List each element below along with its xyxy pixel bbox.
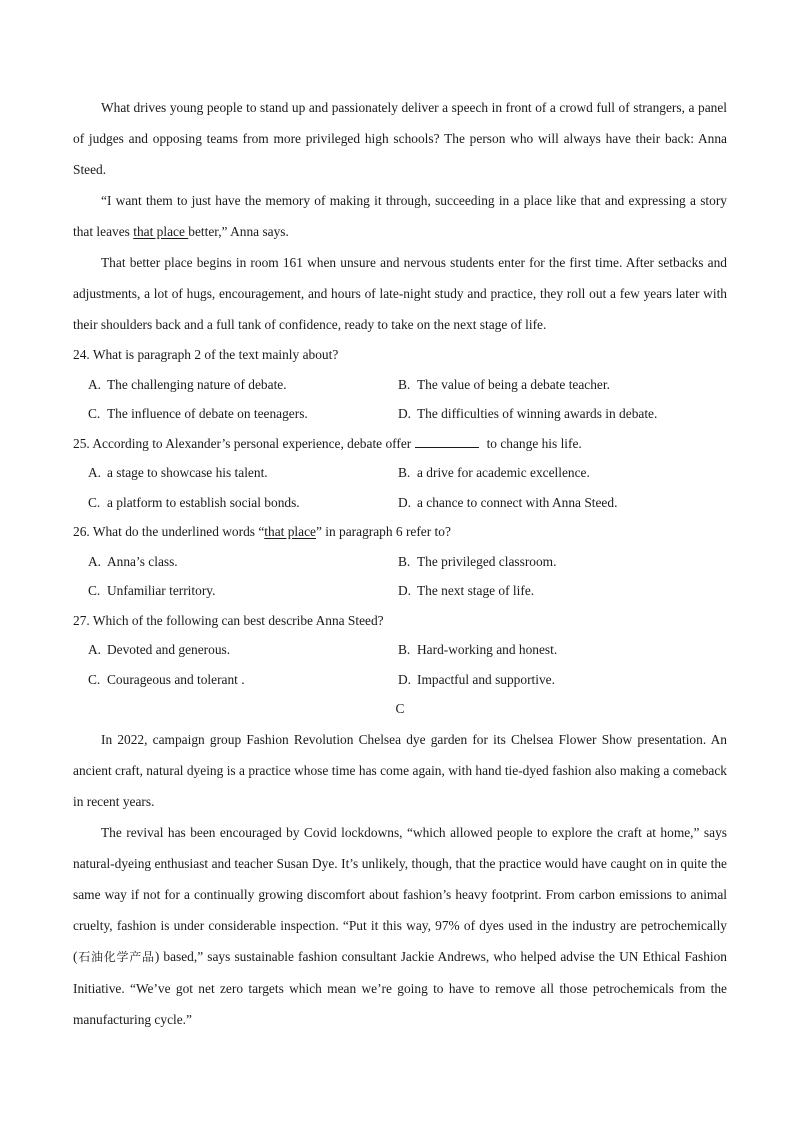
question-27-option-a[interactable] — [73, 635, 383, 665]
question-26-options-row-1 — [73, 547, 727, 577]
exam-page — [73, 92, 727, 1035]
option-text: Hard-working and honest. — [417, 642, 558, 657]
option-text: The influence of debate on teenagers. — [107, 406, 308, 421]
option-letter: D. — [398, 583, 412, 598]
option-text: The privileged classroom. — [417, 553, 557, 569]
option-letter: C. — [88, 583, 101, 598]
question-27-options-row-1 — [73, 635, 727, 665]
question-24-stem: 24. What is paragraph 2 of the text mainly about? — [73, 347, 339, 362]
question-26-stem-end: ” in paragraph 6 refer to? — [315, 524, 451, 539]
question-24-option-b[interactable] — [383, 370, 727, 400]
option-text: Courageous and tolerant . — [107, 671, 245, 687]
question-25-option-a[interactable] — [73, 458, 383, 488]
option-text: a platform to establish social bonds. — [107, 494, 300, 510]
option-letter: B. — [398, 553, 411, 569]
option-text: Anna’s class. — [107, 553, 178, 569]
passage-b-paragraph-2 — [73, 185, 727, 247]
option-letter: D. — [398, 494, 412, 510]
section-c-heading: C — [395, 701, 405, 716]
paragraph-2-text-start: “I want them to just have the memory of making it through, succeeding in a place like that and expressing a story that leaves — [73, 193, 727, 239]
question-25-stem-end: to change his life. — [483, 435, 582, 451]
question-26-option-a[interactable] — [73, 547, 383, 577]
question-25-stem-start: 25. According to Alexander’s personal experience, debate offer — [73, 435, 412, 451]
option-text: a stage to showcase his talent. — [107, 465, 268, 480]
option-letter: A. — [88, 553, 102, 569]
paragraph-2-text-end: better,” Anna says. — [188, 224, 289, 239]
question-24-options-row-1 — [73, 370, 727, 400]
option-text: Impactful and supportive. — [417, 671, 555, 687]
passage-b-paragraph-1: What drives young people to stand up and passionately deliver a speech in front of a crowd full of strangers, a panel of judges and opposing teams from more privileged high schools? The person who will always have their back: Anna Steed. — [73, 100, 727, 177]
section-c-paragraph-2-end: ) based,” says sustainable fashion consultant Jackie Andrews, who helped advise the UN Ethical Fashion Initiative. “We’ve got net zero targets which mean we’re going to have to remove all those petrochemicals from the manufacturing cycle.” — [73, 948, 727, 1027]
question-27-option-d[interactable] — [383, 665, 727, 695]
question-25-option-b[interactable] — [383, 458, 727, 488]
option-letter: A. — [88, 465, 102, 480]
option-letter: A. — [88, 642, 102, 657]
question-26-options-row-2 — [73, 576, 727, 606]
option-text: The difficulties of winning awards in debate. — [417, 406, 658, 421]
question-24-option-d[interactable] — [383, 399, 727, 429]
option-text: a chance to connect with Anna Steed. — [417, 494, 618, 510]
question-25-options-row-2 — [73, 488, 727, 518]
question-26-option-c[interactable] — [73, 576, 383, 606]
option-text: Devoted and generous. — [107, 642, 231, 657]
option-letter: D. — [398, 406, 412, 421]
option-text: The next stage of life. — [417, 583, 535, 598]
section-c-paragraph-2-start: The revival has been encouraged by Covid lockdowns, “which allowed people to explore the craft at home,” says natural-dyeing enthusiast and teacher Susan Dye. It’s unlikely, though, that the practice would have caught on in quite the same way if not for a continually growing discomfort about fashion’s heavy footprint. From carbon emissions to animal cruelty, fashion is under considerable inspection. “Put it this way, 97% of dyes used in the industry are petrochemically ( — [73, 824, 727, 964]
question-24-option-a[interactable] — [73, 370, 383, 400]
option-letter: C. — [88, 406, 101, 421]
question-26-stem — [73, 517, 727, 547]
question-25-option-d[interactable] — [383, 488, 727, 518]
section-c-paragraph-1: In 2022, campaign group Fashion Revolution Chelsea dye garden for its Chelsea Flower Show presentation. An ancient craft, natural dyeing is a practice whose time has come again, with hand tie-dyed fashion also making a comeback in recent years. — [73, 731, 727, 809]
option-text: The value of being a debate teacher. — [417, 376, 610, 392]
option-text: a drive for academic excellence. — [417, 465, 590, 480]
option-letter: D. — [398, 671, 412, 687]
question-26-option-d[interactable] — [383, 576, 727, 606]
underlined-that-place: that place — [133, 224, 189, 239]
option-letter: B. — [398, 465, 411, 480]
question-24-option-c[interactable] — [73, 399, 383, 429]
option-letter: B. — [398, 642, 411, 657]
option-letter: B. — [398, 376, 411, 392]
option-text: The challenging nature of debate. — [107, 376, 287, 392]
question-27-stem: 27. Which of the following can best describe Anna Steed? — [73, 612, 384, 628]
question-24-options-row-2 — [73, 399, 727, 429]
option-letter: C. — [88, 671, 101, 687]
underlined-that-place-quote: that place — [264, 524, 316, 539]
question-26-stem-start: 26. What do the underlined words “ — [73, 524, 265, 539]
chinese-gloss: 石油化学产品 — [77, 949, 155, 964]
passage-b-paragraph-3: That better place begins in room 161 when unsure and nervous students enter for the first time. After setbacks and adjustments, a lot of hugs, encouragement, and hours of late-night study and practice, they roll out a few years later with their shoulders back and a full tank of confidence, ready to take on the next stage of life. — [73, 255, 727, 332]
question-25-options-row-1 — [73, 458, 727, 488]
option-letter: A. — [88, 376, 102, 392]
section-c-paragraph-2 — [73, 817, 727, 1035]
question-25-option-c[interactable] — [73, 488, 383, 518]
answer-blank[interactable] — [415, 435, 479, 448]
question-27-option-c[interactable] — [73, 665, 383, 695]
option-text: Unfamiliar territory. — [107, 583, 216, 598]
question-26-option-b[interactable] — [383, 547, 727, 577]
question-25-stem — [73, 429, 727, 459]
question-27-options-row-2 — [73, 665, 727, 695]
question-27-option-b[interactable] — [383, 635, 727, 665]
option-letter: C. — [88, 494, 101, 510]
